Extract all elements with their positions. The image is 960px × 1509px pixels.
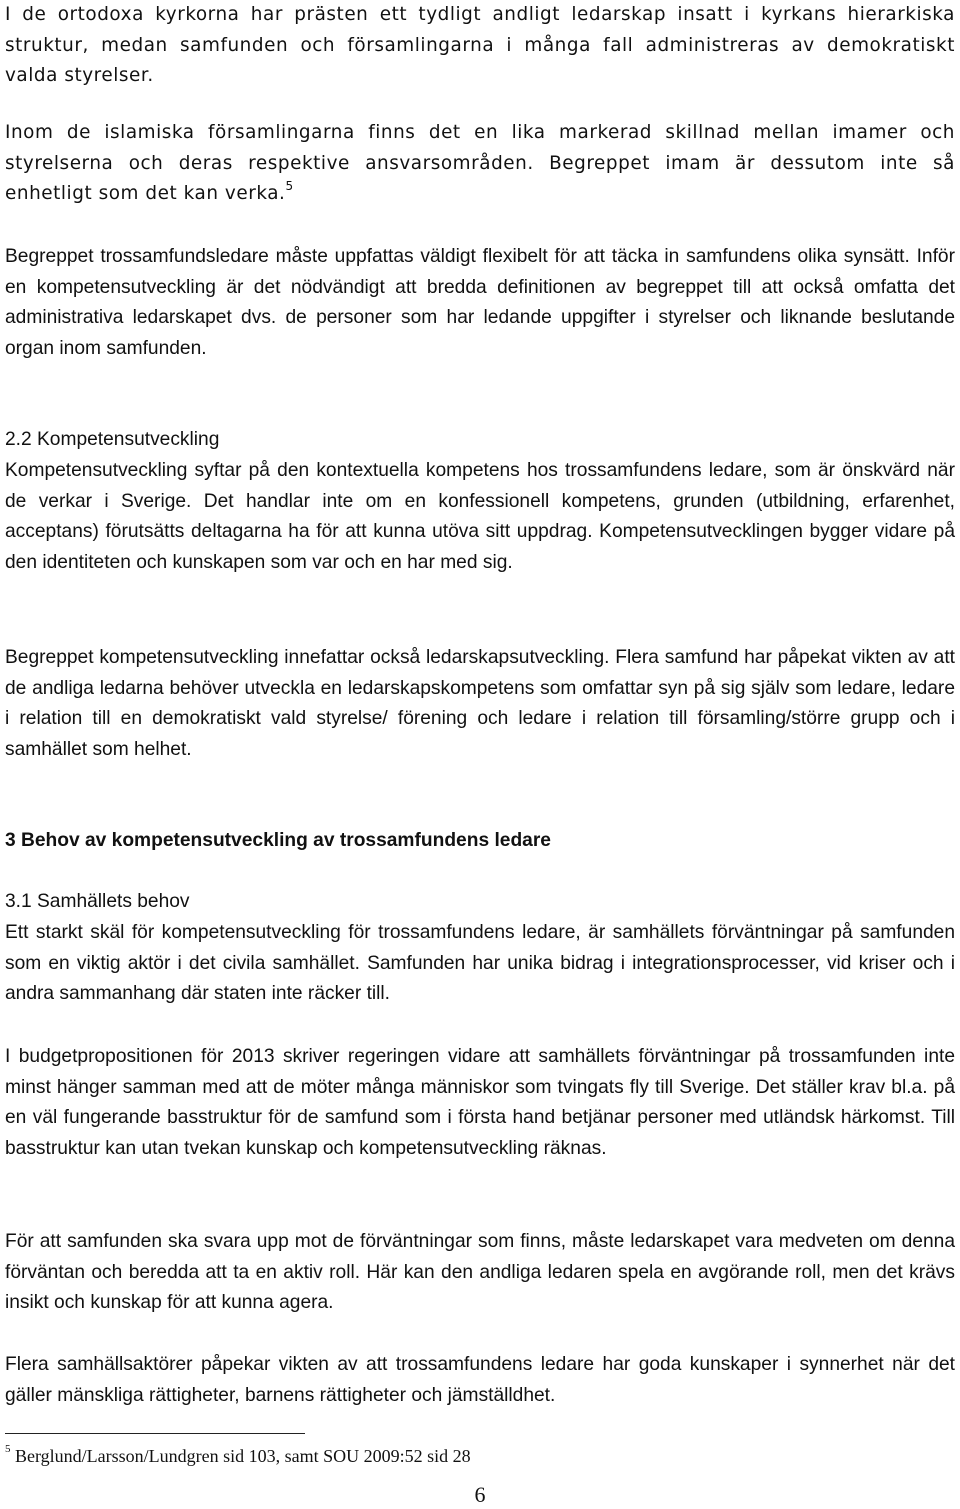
- paragraph-rights: Flera samhällsaktörer påpekar vikten av att trossamfundens ledare har goda kunskaper i synnerhet när det gäller mänskliga rättigheter, barnens rättigheter och jämställdhet.: [5, 1354, 955, 1406]
- paragraph-orthodox: I de ortodoxa kyrkorna har prästen ett tydligt andligt ledarskap insatt i kyrkans hierarkiska struktur, medan samfunden och församlingarna i många fall administreras av demokratiskt valda styrelser.: [5, 4, 955, 86]
- paragraph-competence: Kompetensutveckling syftar på den kontextuella kompetens hos trossamfundens ledare, som är önskvärd när de verkar i Sverige. Det handlar inte om en konfessionell kompetens, grunden (utbildning, erfarenhet, acceptans) förutsätts deltagarna ha för att kunna utöva sitt uppdrag. Kompetensutvecklingen bygger vidare på den identiteten och kunskapen som var och en har med sig.: [5, 460, 955, 573]
- paragraph-islamic-text: Inom de islamiska församlingarna finns det en lika markerad skillnad mellan imamer och styrelserna och deras respektive ansvarsområden. Begreppet imam är dessutom inte så enhetligt som det kan verka.: [5, 122, 955, 204]
- paragraph-islamic: [5, 118, 955, 210]
- footnote-reference[interactable]: 5: [285, 178, 294, 193]
- footnote-text: Berglund/Larsson/Lundgren sid 103, samt SOU 2009:52 sid 28: [15, 1446, 471, 1466]
- section-heading-2-2: 2.2 Kompetensutveckling: [5, 429, 220, 450]
- paragraph-leadership: Begreppet kompetensutveckling innefattar också ledarskapsutveckling. Flera samfund har påpekat vikten av att de andliga ledarna behöver utveckla en ledarskapskompetens som omfattar syn på sig själv som ledare, ledare i relation till en demokratiskt vald styrelse/ förening och ledare i relation till församling/större grupp och i samhället som helhet.: [5, 647, 955, 760]
- paragraph-meet-expectations: För att samfunden ska svara upp mot de förväntningar som finns, måste ledarskapet vara medveten om denna förväntan och beredda att ta en aktiv roll. Här kan den andliga ledaren spela en avgörande roll, men det krävs insikt och kunskap för att kunna agera.: [5, 1231, 955, 1313]
- footnote-marker: 5: [5, 1443, 11, 1455]
- section-heading-3: 3 Behov av kompetensutveckling av trossamfundens ledare: [5, 830, 551, 851]
- section-heading-3-1: 3.1 Samhällets behov: [5, 891, 190, 912]
- paragraph-society-expectations: Ett starkt skäl för kompetensutveckling för trossamfundens ledare, är samhällets förväntningar på samfunden som en viktig aktör i det civila samhället. Samfunden har unika bidrag i integrationsprocesser, vid kriser och i andra sammanhang där staten inte räcker till.: [5, 922, 955, 1004]
- footnote-separator: [5, 1433, 305, 1434]
- paragraph-budget-bill: I budgetpropositionen för 2013 skriver regeringen vidare att samhällets förväntningar på trossamfunden inte minst hänger samman med att de möter många människor som tvingats fly till Sverige. Det ställer krav bl.a. på en väl fungerande basstruktur för de samfund som i första hand betjänar personer med utländsk härkomst. Till basstruktur kan utan tvekan kunskap och kompetensutveckling räknas.: [5, 1046, 955, 1159]
- paragraph-leader-definition: Begreppet trossamfundsledare måste uppfattas väldigt flexibelt för att täcka in samfundens olika synsätt. Inför en kompetensutveckling är det nödvändigt att bredda definitionen av begreppet till att också omfatta det administrativa ledarskapet dvs. de personer som har ledande uppgifter i styrelser och liknande beslutande organ inom samfunden.: [5, 246, 955, 359]
- footnote: [5, 1443, 471, 1469]
- page-number: 6: [474, 1482, 486, 1507]
